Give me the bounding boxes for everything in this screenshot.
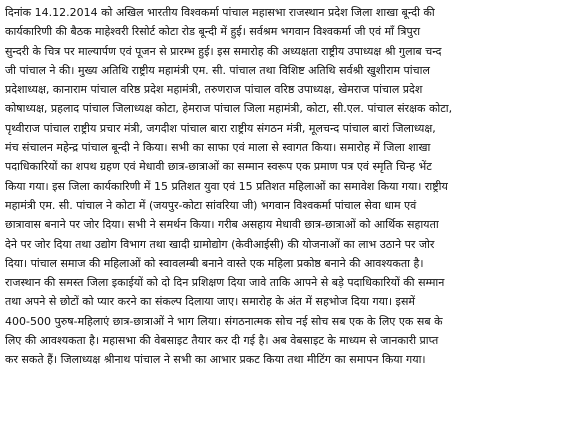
article-line-3: सुन्दरी के चित्र पर माल्यार्पण एवं पूजन से प्रारम्भ हुई। इस समारोह की अध्यक्षता राष्ट्रीय उपाध्यक्ष श्री गुलाब चन्द bbox=[5, 44, 442, 58]
article-line-7: पृथ्वीराज पांचाल राष्ट्रीय प्रचार मंत्री, जगदीश पांचाल बारा राष्ट्रीय संगठन मंत्री, मूलचन्द पांचाल बारां जिलाध्यक्ष, bbox=[5, 121, 436, 135]
article-line-13: देने पर जोर दिया तथा उद्योग विभाग तथा खादी ग्रामोद्योग (केवीआईसी) की योजनाओं का लाभ उठाने पर जोर bbox=[5, 237, 435, 251]
article-line-2: कार्यकारिणी की बैठक माहेश्वरी रिसोर्ट कोटा रोड बून्दी में हुई। सर्वश्रम भगवान विश्वकर्मा जी एवं माँ त्रिपुरा bbox=[5, 25, 421, 39]
article-line-12: छात्रावास बनाने पर जोर दिया। सभी ने समर्थन किया। गरीब असहाय मेधावी छात्र-छात्राओं को आर्थिक सहायता bbox=[5, 218, 439, 232]
article-line-17: 400-500 पुरुष-महिलाएं छात्र-छात्राओं ने भाग लिया। संगठनात्मक सोच नई सोच सब एक के लिए एक सब के bbox=[5, 314, 443, 328]
article-line-16: तथा अपने से छोटों को प्यार करने का संकल्प दिलाया जाए। समारोह के अंत में सहभोज दिया गया। इसमें bbox=[5, 295, 415, 309]
article-line-10: किया गया। इस जिला कार्यकारिणी में 15 प्रतिशत युवा एवं 15 प्रतिशत महिलाओं का समावेश किया गया। राष्ट्रीय bbox=[5, 179, 448, 193]
article-line-8: मंच संचालन महेन्द्र पांचाल बून्दी ने किया। सभी का साफा एवं माला से स्वागत किया। समारोह में जिला शाखा bbox=[5, 141, 431, 155]
article-line-4: जी पांचाल ने की। मुख्य अतिथि राष्ट्रीय महामंत्री एम. सी. पांचाल तथा विशिष्ट अतिथि सर्वश्री खुशीराम पांचाल bbox=[5, 63, 430, 77]
article-line-5: प्रदेशाध्यक्ष, कानाराम पांचाल वरिष्ठ प्रदेश महामंत्री, तरुणराज पांचाल वरिष्ठ उपाध्यक्ष, खेमराज पांचाल प्रदेश bbox=[5, 83, 423, 97]
article-line-1: दिनांक 14.12.2014 को अखिल भारतीय विश्वकर्मा पांचाल महासभा राजस्थान प्रदेश जिला शाखा बून्दी की bbox=[5, 6, 435, 19]
article-line-18: लिए की आवश्यकता है। महासभा की वेबसाइट तैयार कर दी गई है। अब वेबसाइट के माध्यम से जानकारी प्राप्त bbox=[5, 334, 439, 348]
article-line-19: कर सकते हैं। जिलाध्यक्ष श्रीनाथ पांचाल ने सभी का आभार प्रकट किया तथा मीटिंग का समापन किया गया। bbox=[5, 353, 426, 367]
article-line-6: कोषाध्यक्ष, प्रहलाद पांचाल जिलाध्यक्ष कोटा, हेमराज पांचाल जिला महामंत्री, कोटा, सी.एल. पांचाल संरक्षक कोटा, bbox=[5, 102, 453, 116]
news-article-text bbox=[5, 3, 560, 370]
article-line-15: राजस्थान की समस्त जिला इकाईयों को दो दिन प्रशिक्षण दिया जावे ताकि आपने से बड़े पदाधिकारियों की सम्मान bbox=[5, 276, 445, 290]
article-line-9: पदाधिकारियों का शपथ ग्रहण एवं मेधावी छात्र-छात्राओं का सम्मान स्वरूप एक प्रमाण पत्र एवं स्मृति चिन्ह भेंट bbox=[5, 160, 432, 174]
article-line-14: दिया। पांचाल समाज की महिलाओं को स्वावलम्बी बनाने वास्ते एक महिला प्रकोष्ठ बनाने की आवश्यकता है। bbox=[5, 256, 424, 270]
article-line-11: महामंत्री एम. सी. पांचाल ने कोटा में (जयपुर-कोटा सांवरिया जी) भगवान विश्वकर्मा पांचाल सेवा धाम एवं bbox=[5, 198, 417, 212]
